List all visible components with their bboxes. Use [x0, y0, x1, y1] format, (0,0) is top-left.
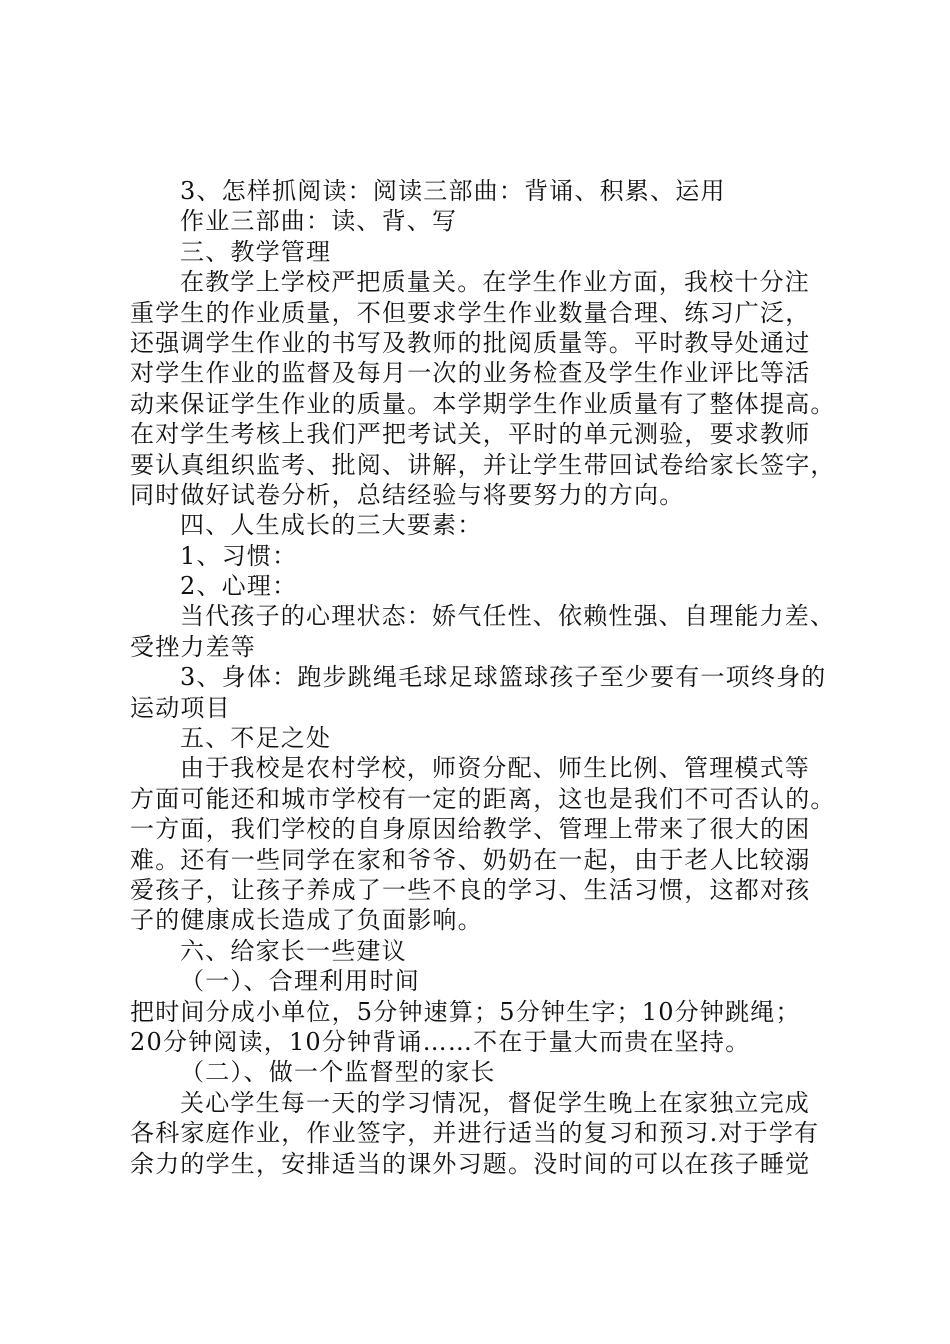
paragraph-line: 难。还有一些同学在家和爷爷、奶奶在一起，由于老人比较溺 [130, 845, 811, 874]
heading-growth-elements: 四、人生成长的三大要素： [180, 511, 483, 540]
list-item-psychology: 2、心理： [180, 572, 298, 601]
paragraph-line: 把时间分成小单位，5分钟速算；5分钟生字；10分钟跳绳； [130, 997, 801, 1026]
paragraph-line: 动来保证学生作业的质量。本学期学生作业质量有了整体提高。 [130, 389, 836, 418]
paragraph-line: 20分钟阅读，10分钟背诵……不在于量大而贵在坚持。 [130, 1027, 751, 1056]
paragraph-line: 重学生的作业质量，不但要求学生作业数量合理、练习广泛， [130, 298, 811, 327]
heading-teaching-management: 三、教学管理 [180, 237, 332, 266]
paragraph-line: 余力的学生，安排适当的课外习题。没时间的可以在孩子睡觉 [130, 1149, 811, 1178]
document-body [130, 176, 836, 1179]
heading-shortcomings: 五、不足之处 [180, 724, 332, 753]
paragraph-line: 运动项目 [130, 693, 231, 722]
heading-parent-advice: 六、给家长一些建议 [180, 936, 407, 965]
paragraph-line: 要认真组织监考、批阅、讲解，并让学生带回试卷给家长签字， [130, 450, 836, 479]
paragraph-line: 爱孩子，让孩子养成了一些不良的学习、生活习惯，这都对孩 [130, 875, 811, 904]
paragraph-line: 同时做好试卷分析，总结经验与将要努力的方向。 [130, 480, 685, 509]
paragraph-line: 方面可能还和城市学校有一定的距离，这也是我们不可否认的。 [130, 784, 836, 813]
list-item-body: 3、身体：跑步跳绳毛球足球篮球孩子至少要有一项终身的 [180, 663, 827, 692]
line-reading-method: 3、怎样抓阅读：阅读三部曲：背诵、积累、运用 [180, 177, 726, 205]
paragraph-line: 在教学上学校严把质量关。在学生作业方面，我校十分注 [180, 268, 810, 297]
paragraph-line: 由于我校是农村学校，师资分配、师生比例、管理模式等 [180, 754, 810, 783]
paragraph-line: 关心学生每一天的学习情况，督促学生晚上在家独立完成 [180, 1088, 810, 1117]
paragraph-line: 受挫力差等 [130, 632, 256, 661]
line-homework-steps: 作业三部曲：读、背、写 [180, 207, 458, 236]
paragraph-line: 各科家庭作业，作业签字，并进行适当的复习和预习.对于学有 [130, 1119, 820, 1148]
subheading-time-use: （一）、合理利用时间 [180, 967, 420, 996]
paragraph-line: 子的健康成长造成了负面影响。 [130, 906, 483, 935]
paragraph-line: 当代孩子的心理状态：娇气任性、依赖性强、自理能力差、 [180, 602, 836, 631]
list-item-habits: 1、习惯： [180, 541, 298, 570]
paragraph-line: 一方面，我们学校的自身原因给教学、管理上带来了很大的困 [130, 815, 811, 844]
paragraph-line: 对学生作业的监督及每月一次的业务检查及学生作业评比等活 [130, 359, 811, 388]
paragraph-line: 在对学生考核上我们严把考试关，平时的单元测验，要求教师 [130, 420, 811, 449]
subheading-supervising-parent: （二）、做一个监督型的家长 [180, 1058, 496, 1087]
paragraph-line: 还强调学生作业的书写及教师的批阅质量等。平时教导处通过 [130, 328, 811, 357]
